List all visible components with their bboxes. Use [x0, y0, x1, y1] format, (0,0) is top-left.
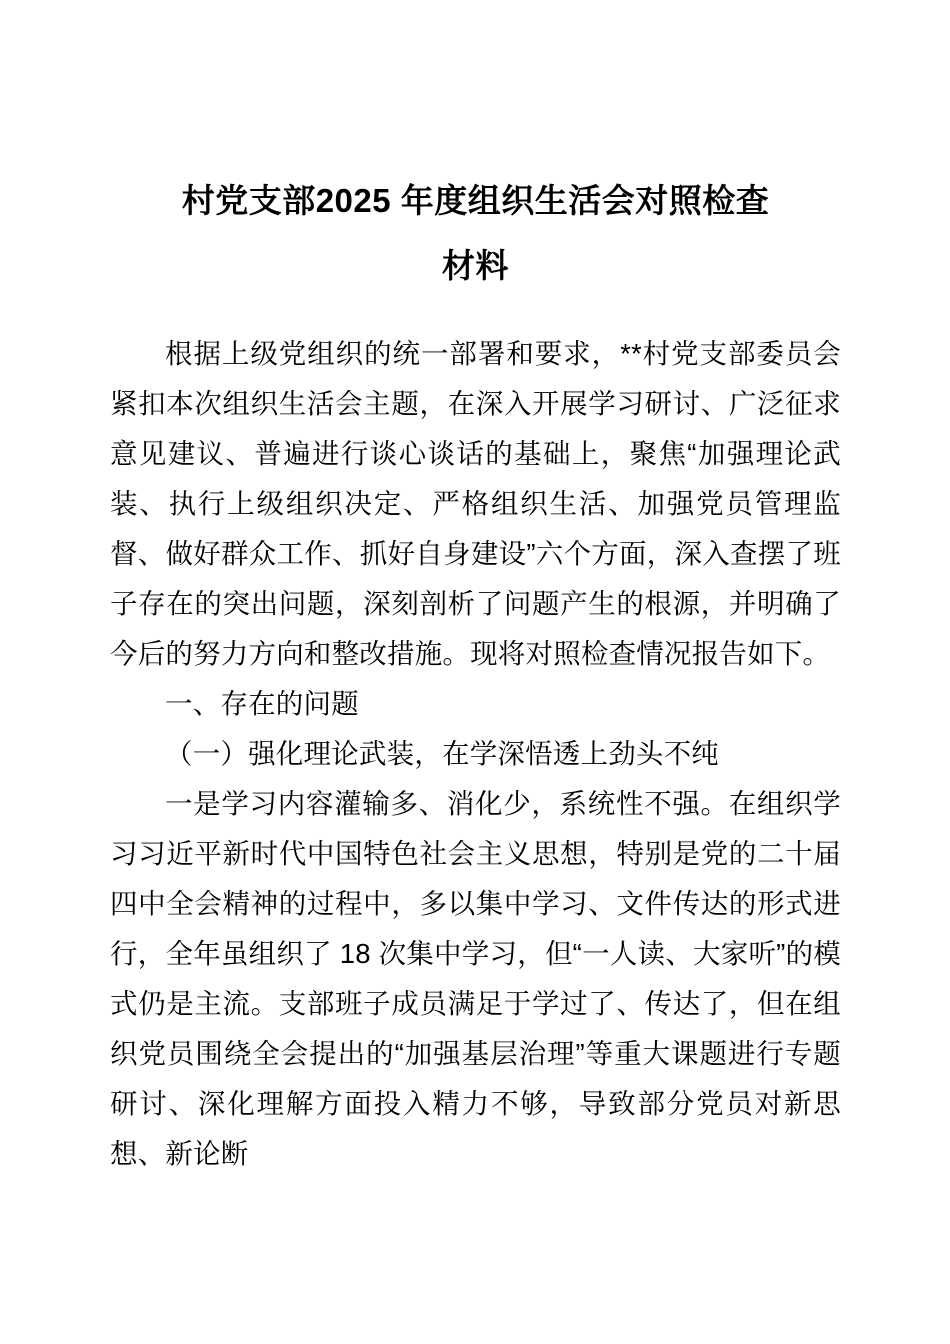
page-title [110, 0, 841, 298]
page-title-line-2: 材料 [442, 247, 509, 284]
page-title-line-1: 村党支部2025 年度组织生活会对照检查 [181, 182, 770, 219]
subsection-heading-theoretical-armament: （一）强化理论武装，在学深悟透上劲头不纯 [165, 738, 719, 769]
section-heading-existing-problems: 一、存在的问题 [165, 688, 359, 719]
document-content-column [110, 0, 841, 1179]
intro-paragraph: 根据上级党组织的统一部署和要求，**村党支部委员会紧扣本次组织生活会主题，在深入开展学习研讨、广泛征求意见建议、普遍进行谈心谈话的基础上，聚焦“加强理论武装、执行上级组织决定、严格组织生活、加强党员管理监督、做好群众工作、抓好自身建设”六个方面，深入查摆了班子存在的突出问题，深刻剖析了问题产生的根源，并明确了今后的努力方向和整改措施。现将对照检查情况报告如下。 [110, 338, 841, 669]
body-paragraph-1: 一是学习内容灌输多、消化少，系统性不强。在组织学习习近平新时代中国特色社会主义思想，特别是党的二十届四中全会精神的过程中，多以集中学习、文件传达的形式进行，全年虽组织了 18 次集中学习，但“一人读、大家听”的模式仍是主流。支部班子成员满足于学过了、传达了，但在组织党员围绕全会提出的“加强基层治理”等重大课题进行专题研讨、深化理解方面投入精力不够，导致部分党员对新思想、新论断 [110, 788, 841, 1169]
